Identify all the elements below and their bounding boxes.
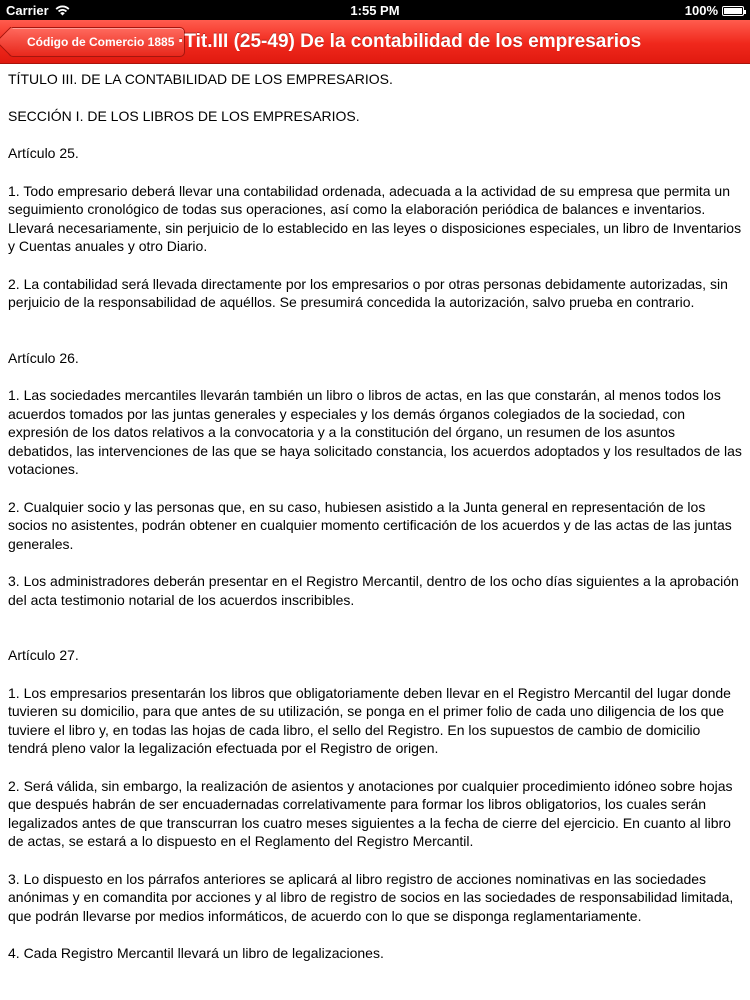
article-heading: Artículo 25.: [8, 145, 79, 162]
document-content: [8, 70, 742, 981]
article-paragraph: 3. Lo dispuesto en los párrafos anteriores se aplicará al libro registro de acciones nominativas en las sociedades anónimas y en comandita por acciones y al libro de registro de socios en las sociedades de responsabilidad limitada, que podrán llevarse por medios informáticos, de acuerdo con lo que se disponga reglamentariamente.: [8, 870, 734, 924]
article-heading: Artículo 27.: [8, 647, 79, 664]
article-paragraph: 2. Será válida, sin embargo, la realización de asientos y anotaciones por cualquier procedimiento idóneo sobre hojas que después habrán de ser encuadernadas correlativamente para formar los libros obligatorios, los cuales serán legalizados antes de que transcurran los cuatro meses siguientes a la fecha de cierre del ejercicio. En cuanto al libro de actas, se estará a lo dispuesto en el Reglamento del Registro Mercantil.: [8, 777, 733, 850]
article-paragraph: 1. Todo empresario deberá llevar una contabilidad ordenada, adecuada a la actividad de su empresa que permita un seguimiento cronológico de todas sus operaciones, así como la elaboración periódica de balances e inventarios. Llevará necesariamente, sin perjuicio de lo establecido en las leyes o disposiciones especiales, un libro de Inventarios y Cuentas anuales y otro Diario.: [8, 182, 742, 255]
status-bar: [0, 0, 750, 20]
article-paragraph: 2. Cualquier socio y las personas que, en su caso, hubiesen asistido a la Junta general en representación de los socios no asistentes, podrán obtener en cualquier momento certificación de los acuerdos y de las actas de las juntas generales.: [8, 498, 732, 552]
article-paragraph: 3. Los administradores deberán presentar en el Registro Mercantil, dentro de los ocho días siguientes a la aprobación del acta testimonio notarial de los acuerdos inscribibles.: [8, 573, 739, 608]
battery-percent: 100%: [684, 3, 718, 18]
section-title: SECCIÓN I. DE LOS LIBROS DE LOS EMPRESARIOS.: [8, 108, 360, 125]
article-paragraph: 1. Las sociedades mercantiles llevarán también un libro o libros de actas, en las que constarán, al menos todos los acuerdos tomados por las juntas generales y especiales y los demás órganos colegiados de la sociedad, con expresión de los datos relativos a la convocatoria y a la constitución del órgano, un resumen de los asuntos debatidos, las intervenciones de las que se haya solicitado constancia, los acuerdos adoptados y los resultados de las votaciones.: [8, 387, 742, 478]
navigation-bar: [0, 20, 750, 64]
back-button-label: Código de Comercio 1885: [27, 35, 175, 49]
document-title: TÍTULO III. DE LA CONTABILIDAD DE LOS EMPRESARIOS.: [8, 71, 393, 87]
page-title: ·Tit.III (25-49) De la contabilidad de los empresarios: [178, 31, 642, 52]
battery-icon: [722, 6, 744, 16]
battery-indicator: [685, 3, 744, 18]
status-time: 1:55 PM: [350, 3, 400, 18]
carrier-label: Carrier: [6, 3, 49, 18]
article-paragraph: 4. Cada Registro Mercantil llevará un libro de legalizaciones.: [8, 944, 384, 961]
article-paragraph: 1. Los empresarios presentarán los libros que obligatoriamente deben llevar en el Registro Mercantil del lugar donde tuvieren su domicilio, para que antes de su utilización, se ponga en el primer folio de cada uno diligencia de los que tuviere el libro y, en todas las hojas de cada libro, el sello del Registro. En los supuestos de cambio de domicilio tendrá pleno valor la legalización efectuada por el Registro de origen.: [8, 684, 731, 757]
article-heading: Artículo 26.: [8, 349, 79, 366]
article-paragraph: 2. La contabilidad será llevada directamente por los empresarios o por otras personas debidamente autorizadas, sin perjuicio de la responsabilidad de aquéllos. Se presumirá concedida la autorización, salvo prueba en contrario.: [8, 275, 728, 311]
back-button[interactable]: [8, 27, 185, 57]
